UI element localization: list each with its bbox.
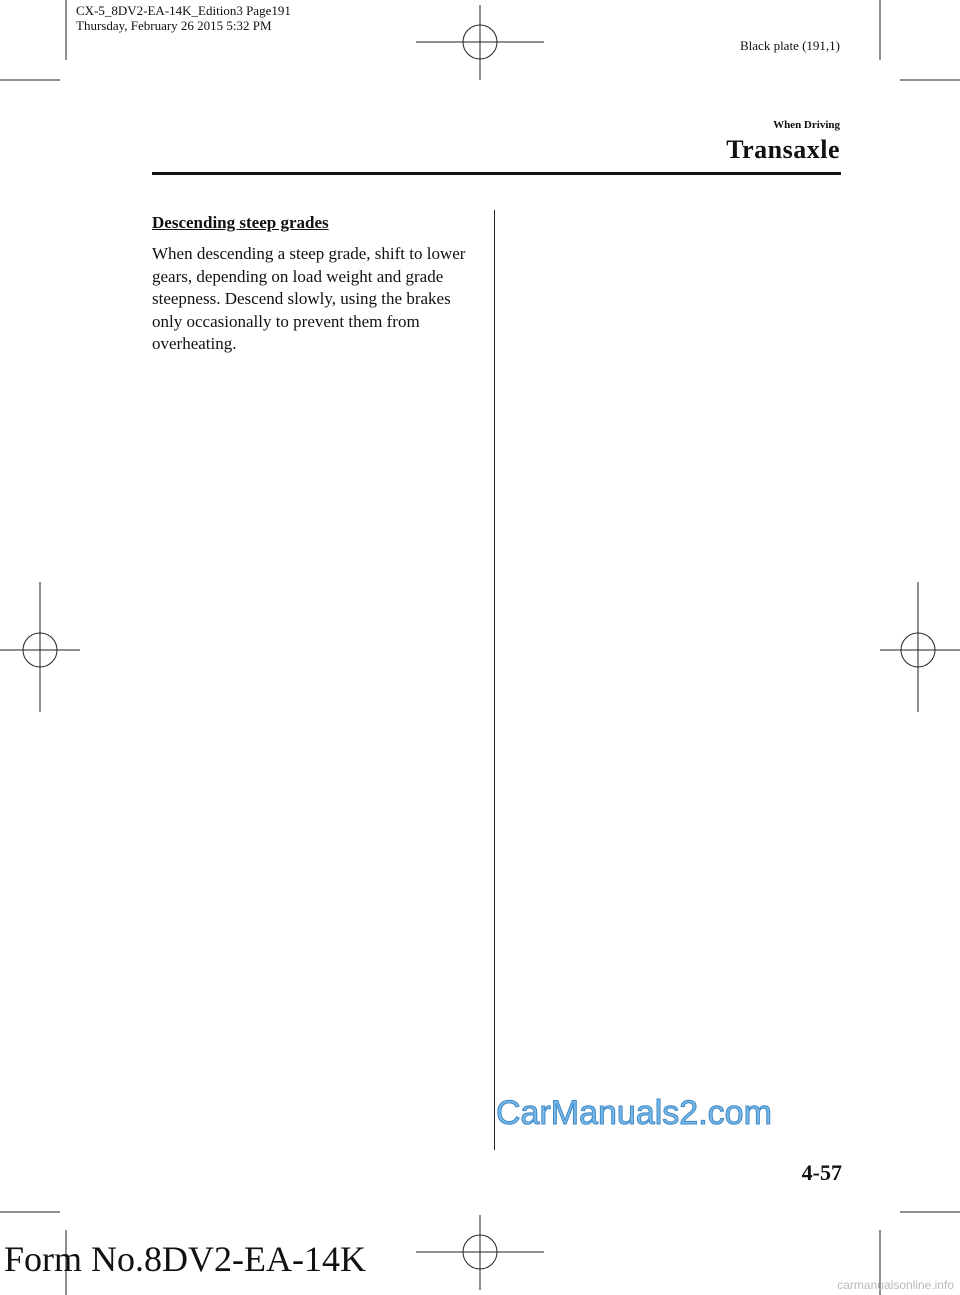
watermark-logo: CarManuals2.com (496, 1094, 772, 1132)
page-number: 4-57 (801, 1160, 842, 1185)
section-label: When Driving (773, 119, 840, 131)
registration-mark-icon (416, 1215, 544, 1290)
registration-mark-icon (880, 582, 960, 712)
form-number: Form No.8DV2-EA-14K (4, 1239, 366, 1279)
footer-site-link[interactable]: carmanualsonline.info (837, 1278, 954, 1292)
subheading: Descending steep grades (152, 213, 329, 232)
header-rule (152, 172, 841, 175)
plate-label: Black plate (191,1) (740, 38, 840, 53)
column-divider (494, 210, 495, 1150)
file-info-line1: CX-5_8DV2-EA-14K_Edition3 Page191 (76, 3, 291, 18)
file-info-line2: Thursday, February 26 2015 5:32 PM (76, 18, 272, 33)
body-paragraph: When descending a steep grade, shift to lower gears, depending on load weight and grade steepness. Descend slowly, using the brakes only occasionally to prevent them from overheating. (152, 244, 466, 353)
registration-mark-icon (0, 582, 80, 712)
registration-mark-icon (416, 5, 544, 80)
file-info (76, 3, 291, 33)
page-title: Transaxle (726, 135, 840, 164)
